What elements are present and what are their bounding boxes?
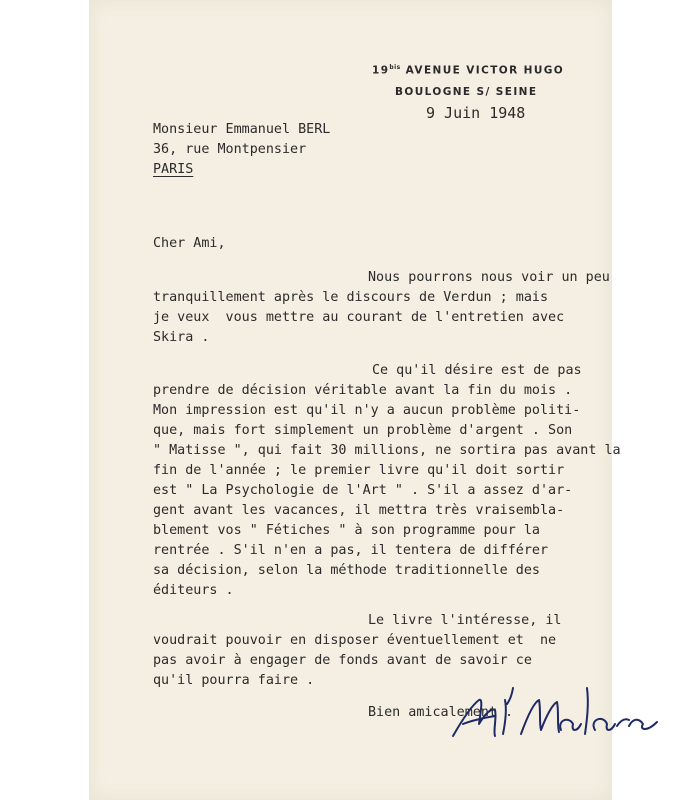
letter-date: 9 Juin 1948: [426, 104, 526, 122]
body-line: éditeurs .: [153, 583, 234, 598]
body-line: rentrée . S'il n'en a pas, il tentera de différer: [153, 543, 549, 558]
recipient-street: 36, rue Montpensier: [153, 142, 307, 157]
body-line: Mon impression est qu'il n'y a aucun problème politi-: [153, 403, 581, 418]
body-line: fin de l'année ; le premier livre qu'il doit sortir: [153, 463, 565, 478]
body-line: prendre de décision véritable avant la fin du mois .: [153, 383, 573, 398]
body-line: Skira .: [153, 330, 210, 345]
body-line: que, mais fort simplement un problème d'argent . Son: [153, 423, 573, 438]
body-line: pas avoir à engager de fonds avant de savoir ce: [153, 653, 532, 668]
body-line: blement vos " Fétiches " à son programme pour la: [153, 523, 540, 538]
recipient-name: Monsieur Emmanuel BERL: [153, 122, 331, 137]
body-line: est " La Psychologie de l'Art " . S'il a assez d'ar-: [153, 483, 573, 498]
body-line: je veux vous mettre au courant de l'entretien avec: [153, 310, 565, 325]
letterhead-address: [372, 64, 564, 77]
body-line: qu'il pourra faire .: [153, 673, 315, 688]
recipient-city: PARIS: [153, 162, 194, 177]
salutation: Cher Ami,: [153, 236, 226, 251]
letterhead-street: AVENUE VICTOR HUGO: [405, 64, 565, 77]
letterhead-number: 19: [372, 64, 390, 77]
body-line: Nous pourrons nous voir un peu: [368, 270, 610, 285]
closing: Bien amicalement .: [368, 705, 514, 720]
letterhead-number-suffix: bis: [389, 64, 401, 71]
signature: [449, 680, 661, 742]
letter-paper: [89, 0, 621, 800]
body-line: Le livre l'intéresse, il: [368, 613, 562, 628]
letterhead-city: BOULOGNE S/ SEINE: [395, 86, 538, 98]
body-line: sa décision, selon la méthode traditionnelle des: [153, 563, 540, 578]
body-line: voudrait pouvoir en disposer éventuellement et ne: [153, 633, 557, 648]
body-line: gent avant les vacances, il mettra très vraisembla-: [153, 503, 565, 518]
body-line: " Matisse ", qui fait 30 millions, ne sortira pas avant la: [153, 443, 621, 458]
body-line: tranquillement après le discours de Verdun ; mais: [153, 290, 549, 305]
body-line: Ce qu'il désire est de pas: [372, 363, 582, 378]
